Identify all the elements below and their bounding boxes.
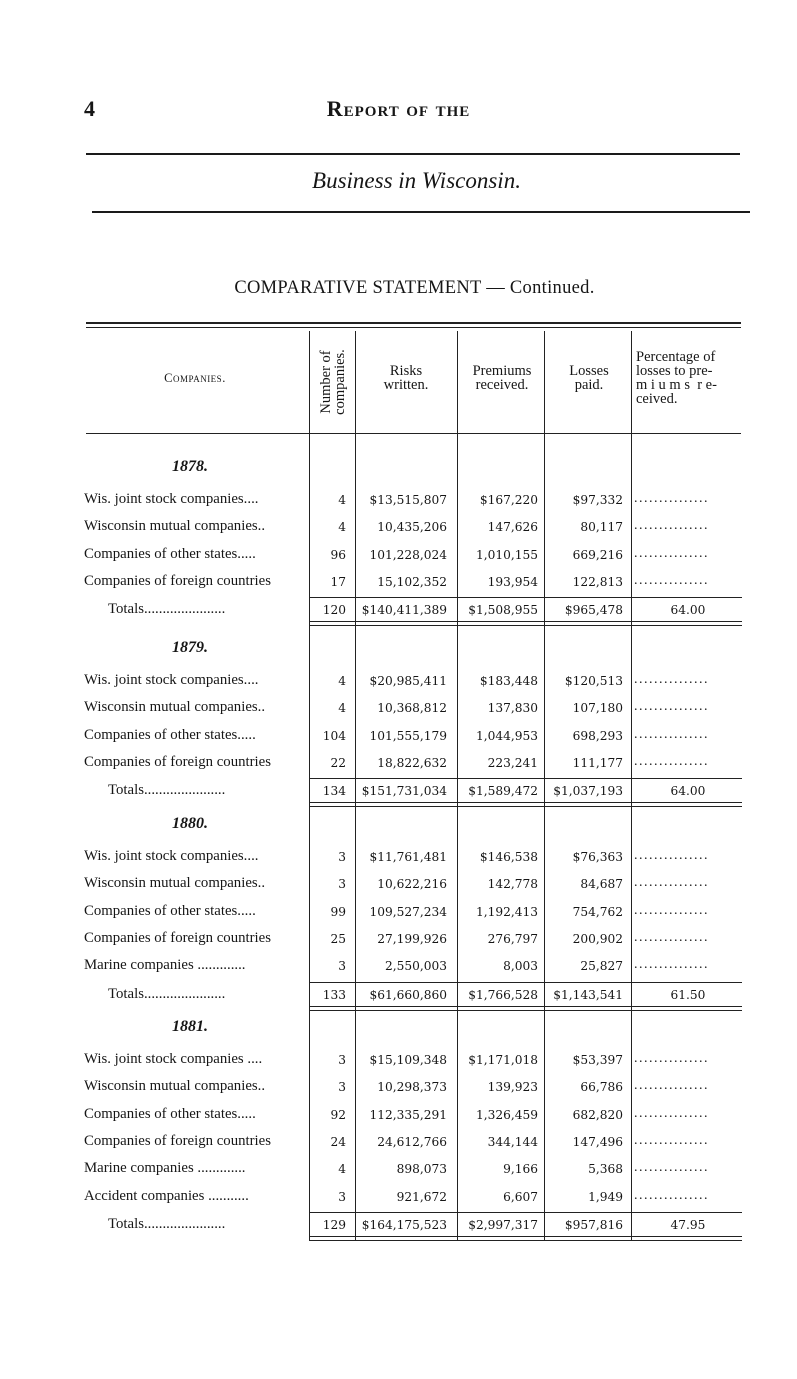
loss-percentage: 61.50 xyxy=(670,987,706,1002)
totals-bottom-rule-second xyxy=(309,1010,742,1011)
risks-written: 101,228,024 xyxy=(369,547,447,562)
header-risks-line-1: Risks xyxy=(389,363,423,379)
header-companies: Companies. xyxy=(164,371,226,385)
header-premiums xyxy=(459,364,545,392)
totals-top-rule xyxy=(309,778,742,779)
losses-paid: 147,496 xyxy=(572,1134,623,1149)
premiums-received: $1,171,018 xyxy=(468,1053,538,1067)
header-percentage-line-2: losses to pre- xyxy=(636,363,713,379)
table-row xyxy=(0,518,797,544)
header-percentage-line-3: m i u m s r e- xyxy=(636,377,717,393)
premiums-received: 6,607 xyxy=(503,1189,538,1204)
risks-written: 921,672 xyxy=(396,1189,447,1204)
loss-percentage: ............... xyxy=(634,491,709,506)
number-of-companies: 3 xyxy=(338,850,346,864)
premiums-received: $167,220 xyxy=(479,493,538,507)
loss-percentage: ............... xyxy=(634,1078,709,1094)
totals-bottom-rule xyxy=(309,1236,742,1237)
loss-percentage: ............... xyxy=(634,848,709,863)
company-name: Companies of foreign countries xyxy=(84,929,271,946)
number-of-companies: 24 xyxy=(330,1134,346,1149)
losses-paid: 1,949 xyxy=(588,1189,623,1204)
header-percentage-line-4: ceived. xyxy=(636,391,678,407)
header-number-text: Number of companies. xyxy=(318,349,348,415)
risks-written: $61,660,860 xyxy=(369,987,447,1002)
header-premiums-line-1: Premiums xyxy=(472,363,532,379)
page-number: 4 xyxy=(84,96,95,121)
company-name: Wis. joint stock companies.... xyxy=(84,672,259,688)
losses-paid: $1,037,193 xyxy=(553,784,623,799)
number-of-companies: 129 xyxy=(322,1217,346,1232)
company-name: Companies of other states..... xyxy=(84,902,256,919)
risks-written: $20,985,411 xyxy=(369,674,447,688)
loss-percentage: ............... xyxy=(634,1105,709,1121)
company-name: Marine companies ............. xyxy=(84,957,246,974)
losses-paid: 122,813 xyxy=(572,574,623,589)
number-of-companies: 4 xyxy=(338,520,346,535)
loss-percentage: 47.95 xyxy=(670,1217,706,1232)
header-risks xyxy=(356,364,456,392)
table-row xyxy=(0,1160,797,1186)
number-of-companies: 104 xyxy=(322,728,346,743)
table-row xyxy=(0,848,797,874)
risks-written: 898,073 xyxy=(396,1162,447,1177)
table-heading: COMPARATIVE STATEMENT — Continued. xyxy=(234,278,595,298)
company-name: Wis. joint stock companies.... xyxy=(84,848,259,864)
losses-paid: $120,513 xyxy=(564,674,623,688)
number-of-companies: 4 xyxy=(338,674,346,688)
company-name: Totals...................... xyxy=(108,601,226,618)
company-name: Wisconsin mutual companies.. xyxy=(84,699,266,716)
risks-written: 27,199,926 xyxy=(377,931,447,946)
premiums-received: 137,830 xyxy=(487,701,538,716)
premiums-received: 223,241 xyxy=(487,755,538,770)
loss-percentage: ............... xyxy=(634,929,709,945)
risks-written: 24,612,766 xyxy=(377,1134,447,1149)
table-row xyxy=(0,699,797,725)
losses-paid: 107,180 xyxy=(572,701,623,716)
premiums-received: 276,797 xyxy=(487,931,538,946)
company-name: Companies of foreign countries xyxy=(84,1132,271,1149)
risks-written: 18,822,632 xyxy=(377,755,447,770)
header-number-of-companies xyxy=(313,340,353,424)
header-percentage-line-1: Percentage of xyxy=(636,349,716,365)
table-row xyxy=(0,754,797,780)
company-name: Marine companies ............. xyxy=(84,1160,246,1177)
loss-percentage: ............... xyxy=(634,1187,709,1203)
company-name: Accident companies ........... xyxy=(84,1187,249,1204)
risks-written: 15,102,352 xyxy=(377,574,447,589)
totals-top-rule xyxy=(309,1212,742,1213)
premiums-received: $2,997,317 xyxy=(468,1217,538,1232)
number-of-companies: 133 xyxy=(322,987,346,1002)
premiums-received: 1,044,953 xyxy=(475,728,538,743)
totals-top-rule xyxy=(309,982,742,983)
table-row xyxy=(0,903,797,929)
header-premiums-line-2: received. xyxy=(475,377,529,393)
number-of-companies: 3 xyxy=(338,959,346,974)
losses-paid: 25,827 xyxy=(580,959,623,974)
number-of-companies: 4 xyxy=(338,493,346,507)
risks-written: $140,411,389 xyxy=(361,603,447,618)
table-row xyxy=(0,1133,797,1159)
losses-paid: $97,332 xyxy=(572,493,623,507)
premiums-received: 139,923 xyxy=(487,1080,538,1095)
risks-written: $151,731,034 xyxy=(361,784,447,799)
company-name: Companies of other states..... xyxy=(84,726,256,743)
table-row xyxy=(0,1106,797,1132)
table-row xyxy=(0,1051,797,1077)
premiums-received: $1,766,528 xyxy=(468,987,538,1002)
totals-bottom-rule xyxy=(309,1006,742,1007)
risks-written: 10,622,216 xyxy=(377,877,447,892)
totals-bottom-rule-second xyxy=(309,806,742,807)
losses-paid: 84,687 xyxy=(580,877,623,892)
table-row xyxy=(0,573,797,599)
header-losses xyxy=(547,364,631,392)
company-name: Wis. joint stock companies.... xyxy=(84,491,259,507)
totals-row xyxy=(0,1216,797,1242)
risks-written: 2,550,003 xyxy=(384,959,447,974)
totals-row xyxy=(0,601,797,627)
number-of-companies: 92 xyxy=(330,1107,346,1122)
company-name: Companies of foreign countries xyxy=(84,753,271,770)
losses-paid: $965,478 xyxy=(564,603,623,618)
risks-written: $11,761,481 xyxy=(369,850,447,864)
section-subtitle: Business in Wisconsin. xyxy=(312,168,521,193)
losses-paid: 80,117 xyxy=(580,520,623,535)
number-of-companies: 120 xyxy=(322,603,346,618)
losses-paid: $957,816 xyxy=(564,1217,623,1232)
company-name: Wis. joint stock companies .... xyxy=(84,1051,263,1067)
premiums-received: 1,192,413 xyxy=(475,904,538,919)
loss-percentage: ............... xyxy=(634,875,709,891)
company-name: Totals...................... xyxy=(108,782,226,799)
number-of-companies: 3 xyxy=(338,1053,346,1067)
totals-bottom-rule xyxy=(309,621,742,622)
company-name: Companies of foreign countries xyxy=(84,572,271,589)
loss-percentage: ............... xyxy=(634,726,709,742)
losses-paid: 682,820 xyxy=(572,1107,623,1122)
risks-written: 101,555,179 xyxy=(369,728,447,743)
risks-written: 10,435,206 xyxy=(377,520,447,535)
loss-percentage: ............... xyxy=(634,753,709,769)
number-of-companies: 4 xyxy=(338,1162,346,1177)
loss-percentage: ............... xyxy=(634,957,709,973)
totals-bottom-rule-second xyxy=(309,1240,742,1241)
risks-written: $15,109,348 xyxy=(369,1053,447,1067)
company-name: Companies of other states..... xyxy=(84,545,256,562)
table-row xyxy=(0,491,797,517)
loss-percentage: 64.00 xyxy=(670,784,706,799)
table-row xyxy=(0,727,797,753)
loss-percentage: ............... xyxy=(634,572,709,588)
company-name: Companies of other states..... xyxy=(84,1105,256,1122)
losses-paid: 200,902 xyxy=(572,931,623,946)
company-name: Totals...................... xyxy=(108,1215,226,1232)
totals-bottom-rule xyxy=(309,802,742,803)
loss-percentage: ............... xyxy=(634,1132,709,1148)
loss-percentage: ............... xyxy=(634,699,709,715)
number-of-companies: 3 xyxy=(338,877,346,892)
losses-paid: 698,293 xyxy=(572,728,623,743)
table-row xyxy=(0,875,797,901)
table-top-rule-thin xyxy=(86,327,741,328)
totals-row xyxy=(0,782,797,808)
table-row xyxy=(0,1188,797,1214)
risks-written: 109,527,234 xyxy=(369,904,447,919)
losses-paid: 66,786 xyxy=(580,1080,623,1095)
header-losses-line-2: paid. xyxy=(574,377,604,393)
header-risks-line-2: written. xyxy=(383,377,429,393)
loss-percentage: ............... xyxy=(634,1160,709,1176)
header-percentage xyxy=(636,350,752,406)
risks-written: 112,335,291 xyxy=(369,1107,447,1122)
number-of-companies: 3 xyxy=(338,1189,346,1204)
header-losses-line-1: Losses xyxy=(569,363,609,379)
risks-written: $13,515,807 xyxy=(369,493,447,507)
top-rule xyxy=(86,153,740,155)
loss-percentage: ............... xyxy=(634,545,709,561)
table-row xyxy=(0,1078,797,1104)
company-name: Totals...................... xyxy=(108,985,226,1002)
loss-percentage: ............... xyxy=(634,672,709,687)
risks-written: $164,175,523 xyxy=(361,1217,447,1232)
premiums-received: 193,954 xyxy=(487,574,538,589)
year-heading: 1879. xyxy=(172,639,208,656)
premiums-received: 1,326,459 xyxy=(475,1107,538,1122)
number-of-companies: 96 xyxy=(330,547,346,562)
losses-paid: 111,177 xyxy=(572,755,623,770)
totals-bottom-rule-second xyxy=(309,625,742,626)
losses-paid: 669,216 xyxy=(572,547,623,562)
number-of-companies: 25 xyxy=(330,931,346,946)
premiums-received: 147,626 xyxy=(487,520,538,535)
running-head: Report of the xyxy=(326,96,471,121)
company-name: Wisconsin mutual companies.. xyxy=(84,875,266,892)
losses-paid: $1,143,541 xyxy=(553,987,623,1002)
year-heading: 1880. xyxy=(172,815,208,832)
losses-paid: $53,397 xyxy=(572,1053,623,1067)
number-of-companies: 99 xyxy=(330,904,346,919)
number-of-companies: 134 xyxy=(322,784,346,799)
table-row xyxy=(0,672,797,698)
company-name: Wisconsin mutual companies.. xyxy=(84,518,266,535)
premiums-received: 142,778 xyxy=(487,877,538,892)
year-heading: 1878. xyxy=(172,458,208,475)
number-of-companies: 17 xyxy=(330,574,346,589)
totals-row xyxy=(0,986,797,1012)
losses-paid: 754,762 xyxy=(572,904,623,919)
premiums-received: 1,010,155 xyxy=(475,547,538,562)
losses-paid: 5,368 xyxy=(588,1162,623,1177)
table-row xyxy=(0,957,797,983)
number-of-companies: 22 xyxy=(330,755,346,770)
premiums-received: $146,538 xyxy=(479,850,538,864)
loss-percentage: 64.00 xyxy=(670,603,706,618)
premiums-received: $1,589,472 xyxy=(468,784,538,799)
totals-top-rule xyxy=(309,597,742,598)
table-row xyxy=(0,930,797,956)
year-heading: 1881. xyxy=(172,1018,208,1035)
premiums-received: $1,508,955 xyxy=(468,603,538,618)
premiums-received: 9,166 xyxy=(503,1162,538,1177)
number-of-companies: 3 xyxy=(338,1080,346,1095)
premiums-received: 344,144 xyxy=(487,1134,538,1149)
loss-percentage: ............... xyxy=(634,902,709,918)
number-of-companies: 4 xyxy=(338,701,346,716)
risks-written: 10,368,812 xyxy=(377,701,447,716)
table-row xyxy=(0,546,797,572)
company-name: Wisconsin mutual companies.. xyxy=(84,1078,266,1095)
header-bottom-rule xyxy=(86,433,741,434)
risks-written: 10,298,373 xyxy=(377,1080,447,1095)
loss-percentage: ............... xyxy=(634,518,709,534)
losses-paid: $76,363 xyxy=(572,850,623,864)
subtitle-rule xyxy=(92,211,750,213)
premiums-received: $183,448 xyxy=(479,674,538,688)
premiums-received: 8,003 xyxy=(503,959,538,974)
table-top-rule xyxy=(86,322,741,324)
loss-percentage: ............... xyxy=(634,1051,709,1066)
